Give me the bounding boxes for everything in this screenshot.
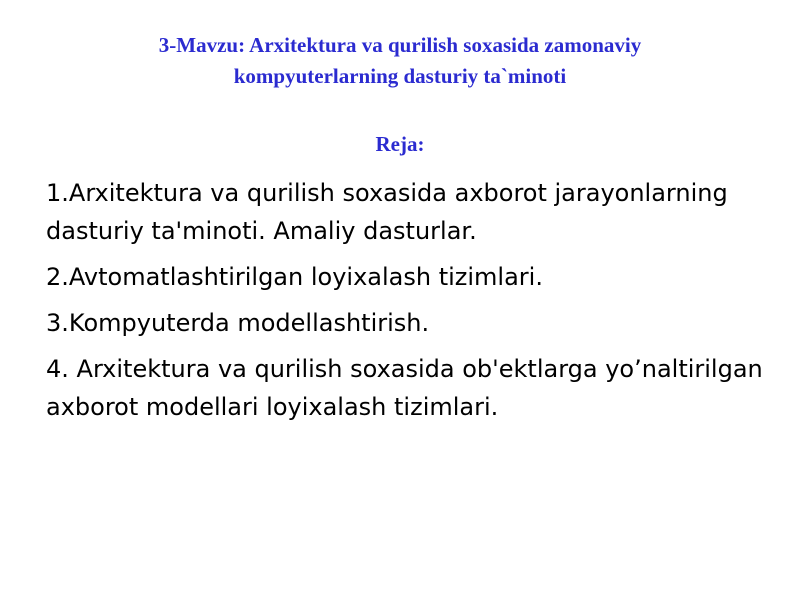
- title-line-2: kompyuterlarning dasturiy ta`minoti: [233, 64, 567, 88]
- plan-heading: Reja:: [375, 132, 425, 156]
- plan-item-3: 3.Kompyuterda modellashtirish.: [46, 309, 430, 337]
- plan-item-1: 1.Arxitektura va qurilish soxasida axborot jarayonlarning dasturiy ta'minoti. Amaliy dasturlar.: [46, 179, 728, 245]
- plan-item-2: 2.Avtomatlashtirilgan loyixalash tizimlari.: [46, 263, 543, 291]
- slide-title: [20, 30, 780, 92]
- title-line-1: 3-Mavzu: Arxitektura va qurilish soxasida zamonaviy: [158, 33, 642, 57]
- plan-list: [46, 174, 776, 434]
- plan-item-4: 4. Arxitektura va qurilish soxasida ob'ektlarga yo’naltirilgan axborot modellari loyixalash tizimlari.: [46, 355, 763, 421]
